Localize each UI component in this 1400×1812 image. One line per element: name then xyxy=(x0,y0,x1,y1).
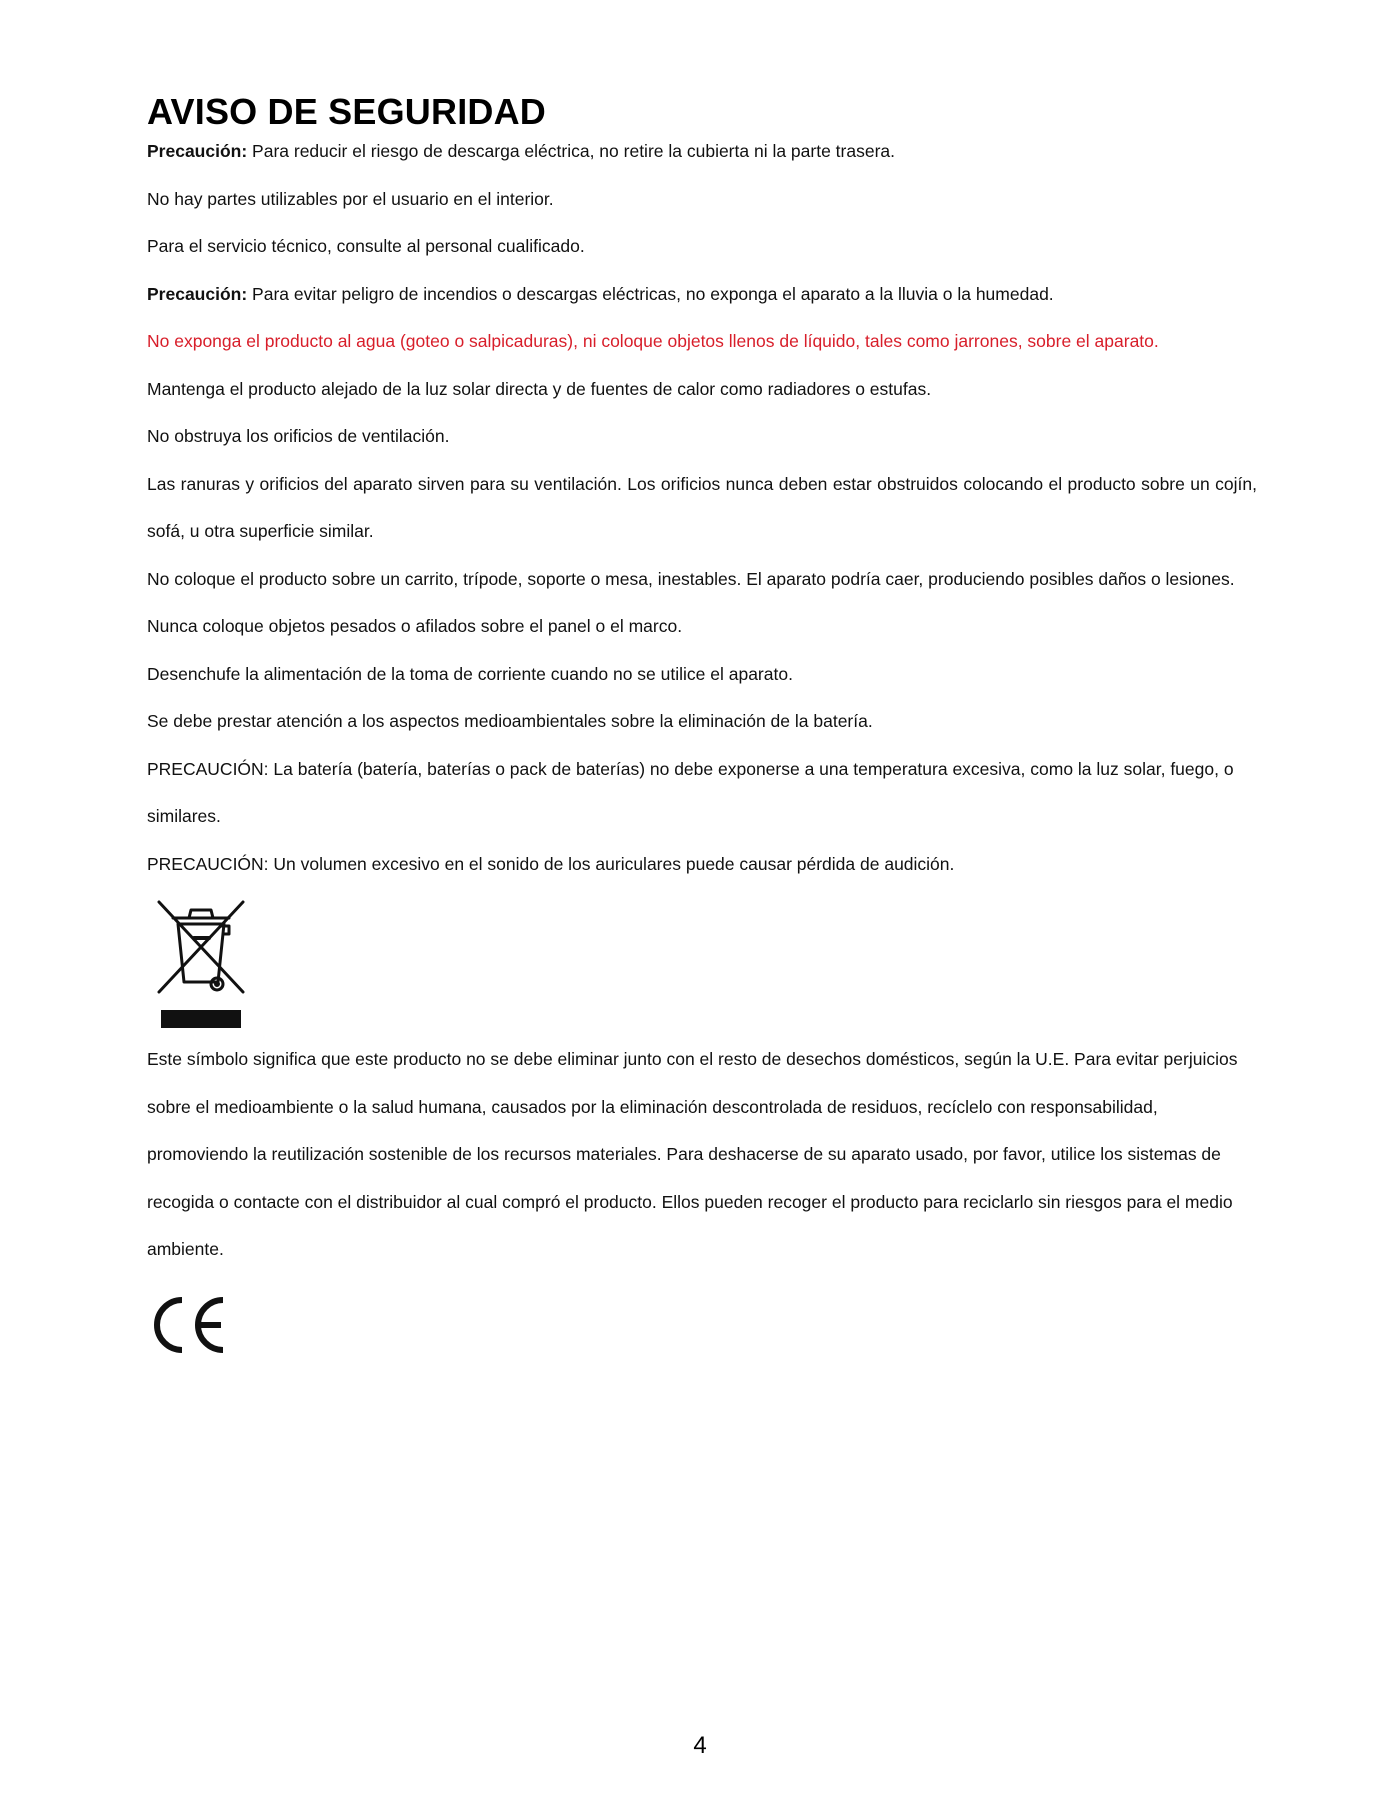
caution-paragraph-1 xyxy=(147,128,1257,176)
paragraph-service: Para el servicio técnico, consulte al personal cualificado. xyxy=(147,236,585,256)
caution-text: Para reducir el riesgo de descarga eléctrica, no retire la cubierta ni la parte trasera. xyxy=(247,141,896,161)
ce-mark-icon xyxy=(149,1294,227,1356)
paragraph-no-user-parts: No hay partes utilizables por el usuario en el interior. xyxy=(147,188,554,209)
paragraph-headphone-caution: PRECAUCIÓN: Un volumen excesivo en el sonido de los auriculares puede causar pérdida de audición. xyxy=(147,853,955,874)
paragraph-heat: Mantenga el producto alejado de la luz solar directa y de fuentes de calor como radiadores o estufas. xyxy=(147,378,932,399)
paragraph-unstable-surface: No coloque el producto sobre un carrito, trípode, soporte o mesa, inestables. El aparato podría caer, produciendo posibles daños o lesiones. xyxy=(147,568,1235,589)
caution-text: Para evitar peligro de incendios o descargas eléctricas, no exponga el aparato a la lluvia o la humedad. xyxy=(247,283,1054,304)
paragraph-ventilation: No obstruya los orificios de ventilación. xyxy=(147,426,450,446)
paragraph-battery-caution: PRECAUCIÓN: La batería (batería, baterías o pack de baterías) no debe exponerse a una temperatura excesiva, como la luz solar, fuego, o similares. xyxy=(147,758,1234,826)
paragraph-unplug: Desenchufe la alimentación de la toma de corriente cuando no se utilice el aparato. xyxy=(147,663,793,684)
paragraph-ventilation-slots: Las ranuras y orificios del aparato sirven para su ventilación. Los orificios nunca deben estar obstruidos colocando el producto sobre un cojín, sofá, u otra superficie similar. xyxy=(147,473,1257,541)
caution-paragraph-2 xyxy=(147,271,1257,319)
caution-label: Precaución: xyxy=(147,141,248,161)
paragraph-heavy-objects: Nunca coloque objetos pesados o afilados sobre el panel o el marco. xyxy=(147,616,683,636)
paragraph-battery-environment: Se debe prestar atención a los aspectos medioambientales sobre la eliminación de la batería. xyxy=(147,711,873,731)
page-title: AVISO DE SEGURIDAD xyxy=(147,91,546,132)
page-content xyxy=(147,88,1257,1356)
water-warning: No exponga el producto al agua (goteo o salpicaduras), ni coloque objetos llenos de líquido, tales como jarrones, sobre el aparato. xyxy=(147,331,1159,351)
paragraph-weee-disposal: Este símbolo significa que este producto no se debe eliminar junto con el resto de desechos domésticos, según la U.E. Para evitar perjuicios sobre el medioambiente o la salud humana, causados por la eliminación descontrolada de residuos, recíclelo con responsabilidad, promoviendo la reutilización sostenible de los recursos materiales. Para deshacerse de su aparato usado, por favor, utilice los sistemas de recogida o contacte con el distribuidor al cual compró el producto. Ellos pueden recoger el producto para reciclarlo sin riesgos para el medio ambiente. xyxy=(147,1049,1238,1259)
crossed-out-wheelie-bin-icon xyxy=(151,896,251,1030)
page-number: 4 xyxy=(693,1732,707,1759)
caution-label: Precaución: xyxy=(147,283,248,304)
